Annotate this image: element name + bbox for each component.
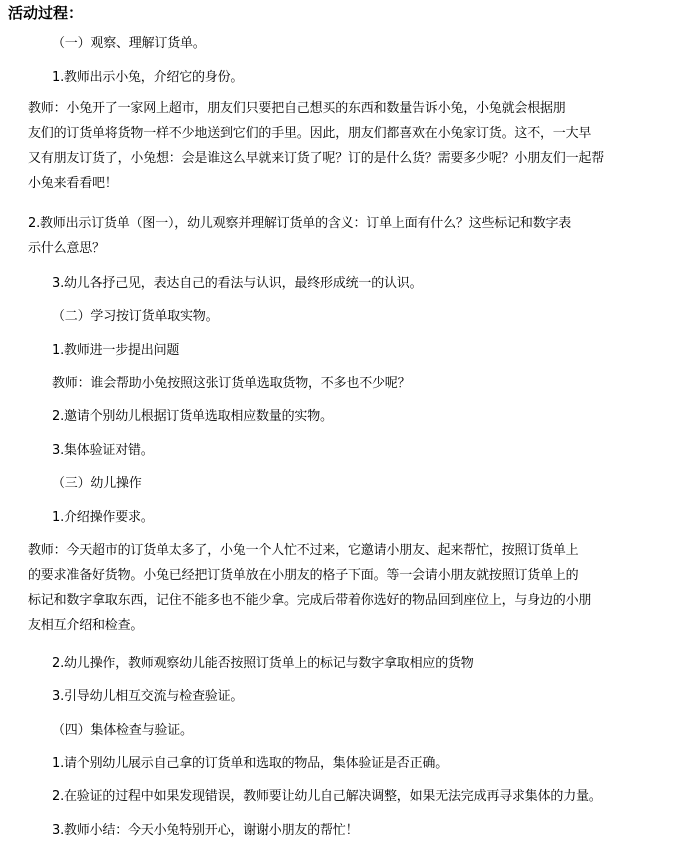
paragraph: 3.集体验证对错。: [52, 443, 154, 458]
document-title: 活动过程：: [8, 4, 84, 22]
section-heading-4: （四）集体检查与验证。: [52, 723, 193, 738]
paragraph: 教师：小兔开了一家网上超市，朋友们只要把自己想买的东西和数量告诉小兔，小兔就会根据朋 友们的订货单将货物一样不少地送到它们的手里。因此，朋友们都喜欢在小兔家订货。这不，一大早 又有朋友订货了，小兔想：会是谁这么早就来订货了呢？订的是什么货？需要多少呢？小朋友们一起帮 小兔来看看吧！: [28, 101, 605, 191]
paragraph: 2.邀请个别幼儿根据订货单选取相应数量的实物。: [52, 409, 333, 424]
paragraph: 3.引导幼儿相互交流与检查验证。: [52, 689, 244, 704]
paragraph: 3.教师小结：今天小兔特别开心，谢谢小朋友的帮忙！: [52, 823, 359, 838]
paragraph: 1.介绍操作要求。: [52, 510, 154, 525]
paragraph: 3.幼儿各抒己见，表达自己的看法与认识，最终形成统一的认识。: [52, 276, 423, 291]
section-heading-1: （一）观察、理解订货单。: [52, 36, 206, 51]
paragraph: 2.在验证的过程中如果发现错误，教师要让幼儿自己解决调整，如果无法完成再寻求集体的力量。: [52, 789, 602, 804]
paragraph: 2.教师出示订货单（图一），幼儿观察并理解订货单的含义：订单上面有什么？这些标记和数字表 示什么意思？: [28, 216, 572, 256]
paragraph: 1.教师出示小兔，介绍它的身份。: [52, 70, 244, 85]
section-heading-2: （二）学习按订货单取实物。: [52, 309, 219, 324]
paragraph: 教师：谁会帮助小兔按照这张订货单选取货物，不多也不少呢？: [52, 376, 411, 391]
paragraph: 教师：今天超市的订货单太多了，小兔一个人忙不过来，它邀请小朋友、起来帮忙，按照订货单上 的要求准备好货物。小兔已经把订货单放在小朋友的格子下面。等一会请小朋友就按照订货单上的 标记和数字拿取东西，记住不能多也不能少拿。完成后带着你选好的物品回到座位上，与身边的小朋 友相互介绍和检查。: [28, 543, 592, 633]
paragraph: 2.幼儿操作，教师观察幼儿能否按照订货单上的标记与数字拿取相应的货物: [52, 656, 474, 671]
paragraph: 1.教师进一步提出问题: [52, 343, 180, 358]
paragraph: 1.请个别幼儿展示自己拿的订货单和选取的物品，集体验证是否正确。: [52, 756, 449, 771]
section-heading-3: （三）幼儿操作: [52, 476, 142, 491]
